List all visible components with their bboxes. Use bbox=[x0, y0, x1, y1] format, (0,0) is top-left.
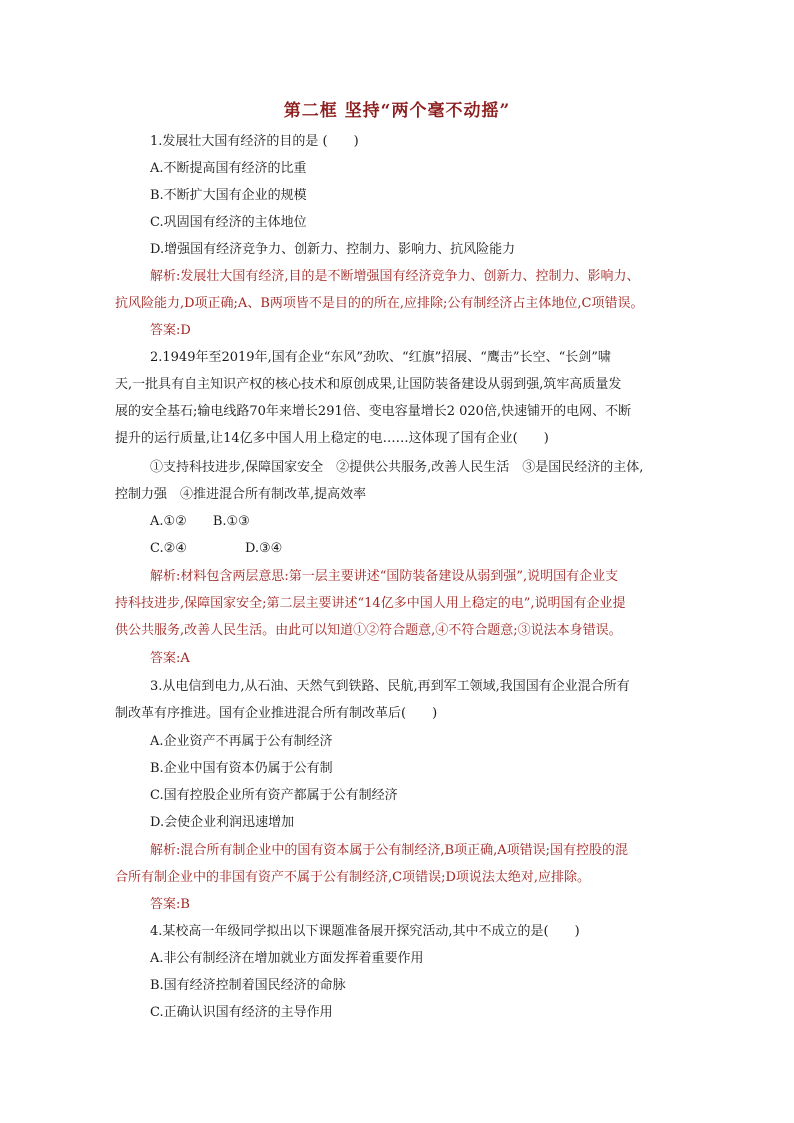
q2-option-c: C.②④ bbox=[150, 541, 187, 556]
q3-option-b: B.企业中国有资本仍属于公有制 bbox=[150, 761, 333, 776]
q3-option-d: D.会使企业利润迅速增加 bbox=[150, 815, 295, 830]
q2-options-row bbox=[150, 540, 690, 558]
q1-stem: 1.发展壮大国有经济的目的是 ( ) bbox=[150, 134, 359, 149]
q2-options-row bbox=[150, 513, 690, 531]
q1-analysis-line: 解析:发展壮大国有经济,目的是不断增强国有经济竞争力、创新力、控制力、影响力、 bbox=[150, 269, 640, 284]
q2-answer: 答案:A bbox=[150, 651, 190, 666]
q3-option-c: C.国有控股企业所有资产都属于公有制经济 bbox=[150, 788, 398, 803]
q3-analysis-line: 合所有制企业中的非国有资产不属于公有制经济,C项错误;D项说法太绝对,应排除。 bbox=[115, 870, 591, 885]
q2-items-line: ①支持科技进步,保障国家安全 ②提供公共服务,改善人民生活 ③是国民经济的主体, bbox=[150, 460, 644, 475]
q2-option-d: D.③④ bbox=[244, 541, 283, 556]
q1-option-c: C.巩固国有经济的主体地位 bbox=[150, 215, 307, 230]
page-title: 第二框 坚持“两个毫不动摇” bbox=[283, 101, 511, 121]
q4-option-b: B.国有经济控制着国民经济的命脉 bbox=[150, 978, 346, 993]
q1-analysis-line: 抗风险能力,D项正确;A、B两项皆不是目的的所在,应排除;公有制经济占主体地位,C项错误。 bbox=[115, 296, 644, 311]
q2-analysis-line: 供公共服务,改善人民生活。由此可以知道①②符合题意,④不符合题意;③说法本身错误。 bbox=[115, 623, 622, 638]
q2-option-b: B.①③ bbox=[212, 514, 250, 529]
q1-answer: 答案:D bbox=[150, 323, 191, 338]
q2-stem-line: 天,一批具有自主知识产权的核心技术和原创成果,让国防装备建设从弱到强,筑牢高质量发 bbox=[115, 377, 622, 392]
q3-answer: 答案:B bbox=[150, 897, 190, 912]
q2-items-line: 控制力强 ④推进混合所有制改革,提高效率 bbox=[115, 487, 367, 502]
q4-stem: 4.某校高一年级同学拟出以下课题准备展开探究活动,其中不成立的是( ) bbox=[150, 924, 580, 939]
q2-option-a: A.①② bbox=[150, 514, 187, 529]
q1-option-a: A.不断提高国有经济的比重 bbox=[150, 161, 307, 176]
q2-stem-line: 提升的运行质量,让14亿多中国人用上稳定的电……这体现了国有企业( ) bbox=[115, 431, 549, 446]
q3-stem-line: 制改革有序推进。国有企业推进混合所有制改革后( ) bbox=[115, 706, 438, 721]
q3-option-a: A.企业资产不再属于公有制经济 bbox=[150, 734, 333, 749]
q3-analysis-line: 解析:混合所有制企业中的国有资本属于公有制经济,B项正确,A项错误;国有控股的混 bbox=[150, 843, 628, 858]
q1-option-b: B.不断扩大国有企业的规模 bbox=[150, 188, 307, 203]
q2-analysis-line: 持科技进步,保障国家安全;第二层主要讲述“14亿多中国人用上稳定的电”,说明国有企业提 bbox=[115, 596, 626, 611]
q2-analysis-line: 解析:材料包含两层意思:第一层主要讲述“国防装备建设从弱到强”,说明国有企业支 bbox=[150, 569, 619, 584]
q2-stem-line: 展的安全基石;输电线路70年来增长291倍、变电容量增长2 020倍,快速铺开的电网、不断 bbox=[115, 404, 632, 419]
q2-stem-line: 2.1949年至2019年,国有企业“东风”劲吹、“红旗”招展、“鹰击”长空、“长剑”啸 bbox=[150, 350, 611, 365]
q4-option-c: C.正确认识国有经济的主导作用 bbox=[150, 1005, 333, 1020]
q4-option-a: A.非公有制经济在增加就业方面发挥着重要作用 bbox=[150, 951, 424, 966]
q3-stem-line: 3.从电信到电力,从石油、天然气到铁路、民航,再到军工领域,我国国有企业混合所有 bbox=[150, 679, 630, 694]
q1-option-d: D.增强国有经济竞争力、创新力、控制力、影响力、抗风险能力 bbox=[150, 242, 516, 257]
